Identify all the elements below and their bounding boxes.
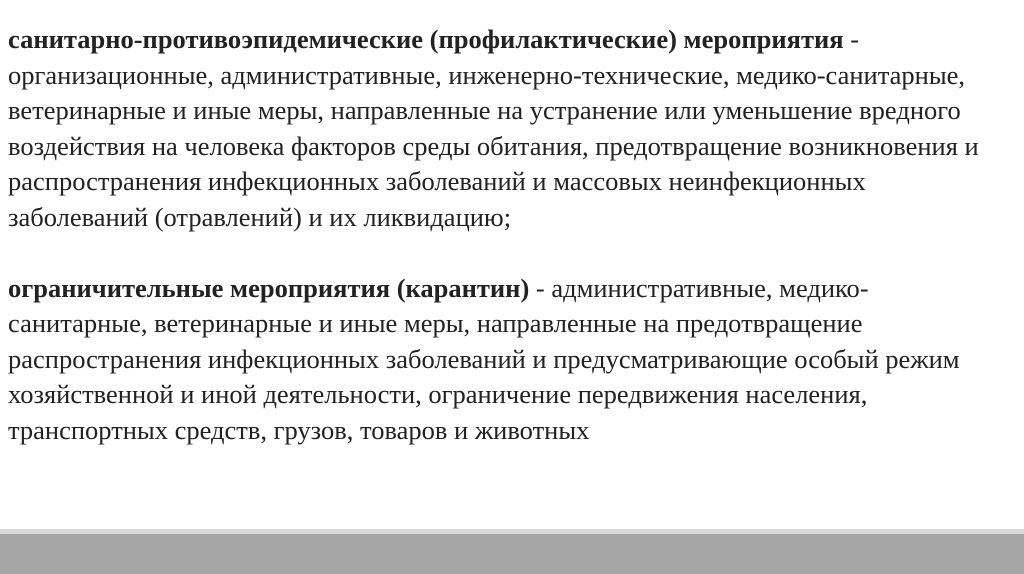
- footer-bar: [0, 534, 1024, 574]
- definition-term: ограничительные мероприятия (карантин): [8, 272, 530, 303]
- definition-sanitary-measures: [8, 22, 1008, 235]
- definition-text: - организационные, административные, инженерно-технические, медико-санитарные, ветеринарные и иные меры, направленные на устранение или уменьшение вредного воздействия на человека факторов среды обитания, предотвращение возникновения и распространения инфекционных заболеваний и массовых неинфекционных заболеваний (отравлений) и их ликвидацию;: [8, 24, 979, 232]
- definition-term: санитарно-противоэпидемические (профилактические) мероприятия: [8, 24, 844, 54]
- slide-content: [8, 22, 1008, 448]
- definition-quarantine-measures: [8, 271, 1008, 449]
- definition-text: - административные, медико-санитарные, ветеринарные и иные меры, направленные на предотвращение распространения инфекционных заболеваний и предусматривающие особый режим хозяйственной и иной деятельности, ограничение передвижения населения, транспортных средств, грузов, товаров и животных: [8, 272, 960, 445]
